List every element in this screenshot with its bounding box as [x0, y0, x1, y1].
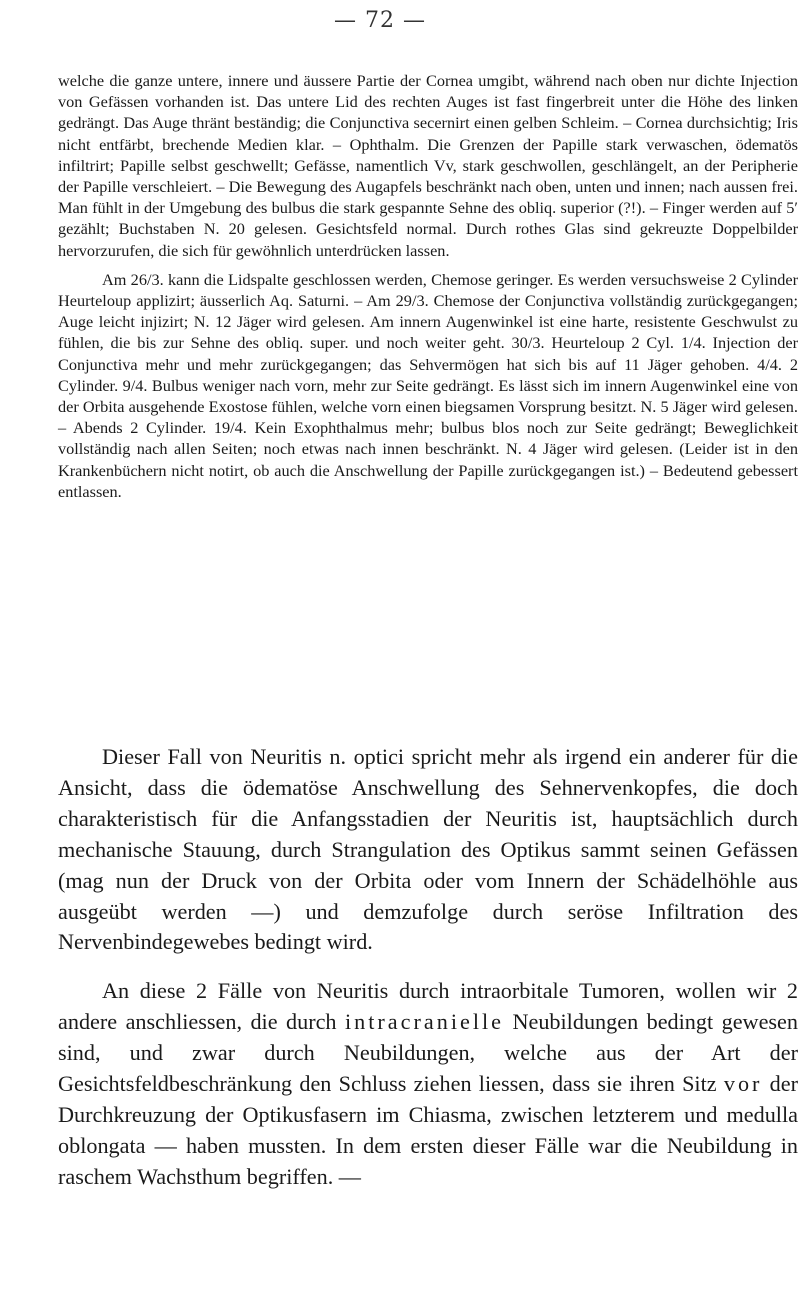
case-report-block: [58, 70, 798, 502]
emphasis-intracranielle: intracranielle: [344, 1009, 505, 1035]
discussion-block: [58, 742, 798, 1193]
discussion-paragraph-2-part-c: der Durchkreuzung der Optikusfasern im Chiasma, zwischen letzterem und medulla oblongata — haben mussten. In dem ersten dieser Fälle war die Neubildung in raschem Wachsthum begriffen. —: [58, 1071, 798, 1189]
discussion-paragraph-2-part-b: Neubildungen bedingt gewesen sind, und zwar durch Neubildungen, welche aus der Art der Gesichtsfeldbeschränkung den Schluss ziehen liessen, dass sie ihren Sitz: [58, 1009, 798, 1097]
discussion-paragraph-1: Dieser Fall von Neuritis n. optici spricht mehr als irgend ein anderer für die Ansicht, dass die ödematöse Anschwellung des Sehnervenkopfes, die doch charakteristisch für die Anfangsstadien der Neuritis ist, hauptsächlich durch mechanische Stauung, durch Strangulation des Optikus sammt seinen Gefässen (mag nun der Druck von der Orbita oder vom Innern der Schädelhöhle aus ausgeübt werden —) und demzufolge durch seröse Infiltration des Nervenbindegewebes bedingt wird.: [58, 744, 798, 955]
discussion-paragraph-2-part-a: An diese 2 Fälle von Neuritis durch intraorbitale Tumoren, wollen wir 2 andere anschliessen, die durch: [58, 978, 798, 1035]
emphasis-vor: vor: [723, 1071, 763, 1097]
case-paragraph-2: Am 26/3. kann die Lidspalte geschlossen werden, Chemose geringer. Es werden versuchsweise 2 Cylinder Heurteloup applizirt; äusserlich Aq. Saturni. – Am 29/3. Chemose der Conjunctiva vollständig zurückgegangen; Auge leicht injizirt; N. 12 Jäger wird gelesen. Am innern Augenwinkel ist eine harte, resistente Geschwulst zu fühlen, die bis zur Sehne des obliq. super. und noch weiter geht. 30/3. Heurteloup 2 Cyl. 1/4. Injection der Conjunctiva mehr und mehr zurückgegangen; das Sehvermögen hat sich bis auf 11 Jäger gehoben. 4/4. 2 Cylinder. 9/4. Bulbus weniger nach vorn, mehr zur Seite gedrängt. Es lässt sich im innern Augenwinkel eine von der Orbita ausgehende Exostose fühlen, welche vorn einen biegsamen Vorsprung besitzt. N. 5 Jäger wird gelesen. – Abends 2 Cylinder. 19/4. Kein Exophthalmus mehr; bulbus blos noch zur Seite gedrängt; Beweglichkeit vollständig nach allen Seiten; noch etwas nach innen beschränkt. N. 4 Jäger wird gelesen. (Leider ist in den Krankenbüchern nicht notirt, ob auch die Anschwellung der Papille zurückgegangen ist.) – Bedeutend gebessert entlassen.: [58, 269, 798, 501]
case-paragraph-1: welche die ganze untere, innere und äussere Partie der Cornea umgibt, während nach oben nur dichte Injection von Gefässen vorhanden ist. Das untere Lid des rechten Auges ist fast fingerbreit unter die Höhe des linken gedrängt. Das Auge thränt beständig; die Conjunctiva secernirt einen gelben Schleim. – Cornea durchsichtig; Iris nicht entfärbt, brechende Medien klar. – Ophthalm. Die Grenzen der Papille stark verwaschen, ödematös infiltrirt; Papille selbst geschwellt; Gefässe, namentlich Vv, stark geschwollen, geschlängelt, an der Peripherie der Papille verschleiert. – Die Bewegung des Augapfels beschränkt nach oben, unten und innen; nach aussen frei. Man fühlt in der Umgebung des bulbus die stark gespannte Sehne des obliq. superior (?!). – Finger werden auf 5′ gezählt; Buchstaben N. 20 gelesen. Gesichtsfeld normal. Durch rothes Glas sind gekreuzte Doppelbilder hervorzurufen, die sich für gewöhnlich unterdrücken lassen.: [58, 71, 798, 260]
page-number: — 72 —: [334, 8, 426, 33]
discussion-paragraph-2: [58, 976, 798, 1192]
